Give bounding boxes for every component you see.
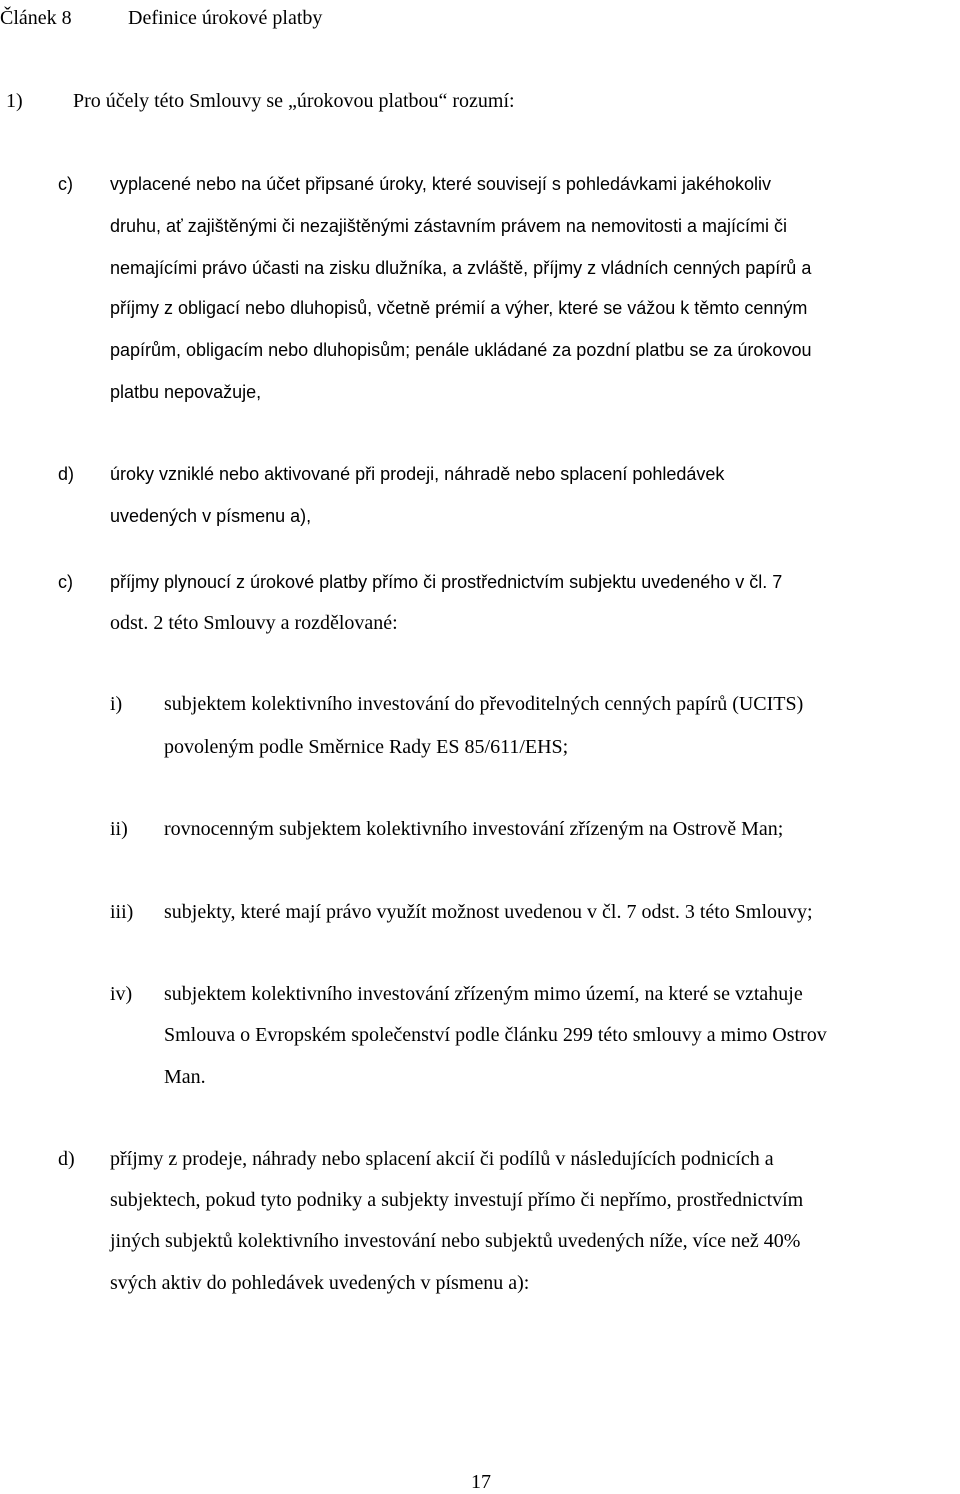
- item-d2-line: jiných subjektů kolektivního investování nebo subjektů uvedených níže, více než 40%: [110, 1230, 801, 1252]
- sub-i-line: povoleným podle Směrnice Rady ES 85/611/EHS;: [164, 736, 569, 758]
- sub-iii-label: iii): [110, 901, 134, 923]
- item-d2-line: příjmy z prodeje, náhrady nebo splacení akcií či podílů v následujících podnicích a: [110, 1148, 774, 1170]
- item-d2-line: svých aktiv do pohledávek uvedených v písmenu a):: [110, 1272, 530, 1294]
- item-c1-line: druhu, ať zajištěnými či nezajištěnými zástavním právem na nemovitosti a majícími či: [110, 216, 787, 236]
- sub-iv-line: subjektem kolektivního investování zřízeným mimo území, na které se vztahuje: [164, 983, 803, 1005]
- item-c2-line: odst. 2 této Smlouvy a rozdělované:: [110, 612, 398, 634]
- article-title: Definice úrokové platby: [128, 7, 323, 29]
- para1-label: 1): [6, 90, 23, 112]
- sub-iv-line: Man.: [164, 1066, 206, 1088]
- article-number: Článek 8: [0, 7, 72, 29]
- item-c1-line: papírům, obligacím nebo dluhopisům; penále ukládané za pozdní platbu se za úrokovou: [110, 340, 812, 360]
- item-c1-line: vyplacené nebo na účet připsané úroky, které souvisejí s pohledávkami jakéhokoliv: [110, 174, 772, 194]
- sub-ii-label: ii): [110, 818, 128, 840]
- sub-iv-label: iv): [110, 983, 133, 1005]
- para1-text: Pro účely této Smlouvy se „úrokovou platbou“ rozumí:: [73, 90, 515, 112]
- sub-ii-line: rovnocenným subjektem kolektivního investování zřízeným na Ostrově Man;: [164, 818, 784, 840]
- item-c2-label: c): [58, 572, 73, 592]
- sub-i-line: subjektem kolektivního investování do převoditelných cenných papírů (UCITS): [164, 693, 804, 715]
- item-d2-line: subjektech, pokud tyto podniky a subjekty investují přímo či nepřímo, prostřednictvím: [110, 1189, 804, 1211]
- item-c2-line: příjmy plynoucí z úrokové platby přímo či prostřednictvím subjektu uvedeného v čl. 7: [110, 572, 783, 592]
- page-number: 17: [471, 1471, 491, 1493]
- item-d2-label: d): [58, 1148, 75, 1170]
- item-c1-label: c): [58, 174, 73, 194]
- sub-iv-line: Smlouva o Evropském společenství podle článku 299 této smlouvy a mimo Ostrov: [164, 1024, 827, 1046]
- item-c1-line: příjmy z obligací nebo dluhopisů, včetně prémií a výher, které se vážou k těmto cenným: [110, 298, 808, 318]
- item-c1-line: nemajícími právo účasti na zisku dlužníka, a zvláště, příjmy z vládních cenných papírů a: [110, 258, 812, 278]
- item-c1-line: platbu nepovažuje,: [110, 382, 262, 402]
- item-d1-line: úroky vzniklé nebo aktivované při prodeji, náhradě nebo splacení pohledávek: [110, 464, 725, 484]
- sub-iii-line: subjekty, které mají právo využít možnost uvedenou v čl. 7 odst. 3 této Smlouvy;: [164, 901, 813, 923]
- item-d1-label: d): [58, 464, 75, 484]
- sub-i-label: i): [110, 693, 123, 715]
- item-d1-line: uvedených v písmenu a),: [110, 506, 312, 526]
